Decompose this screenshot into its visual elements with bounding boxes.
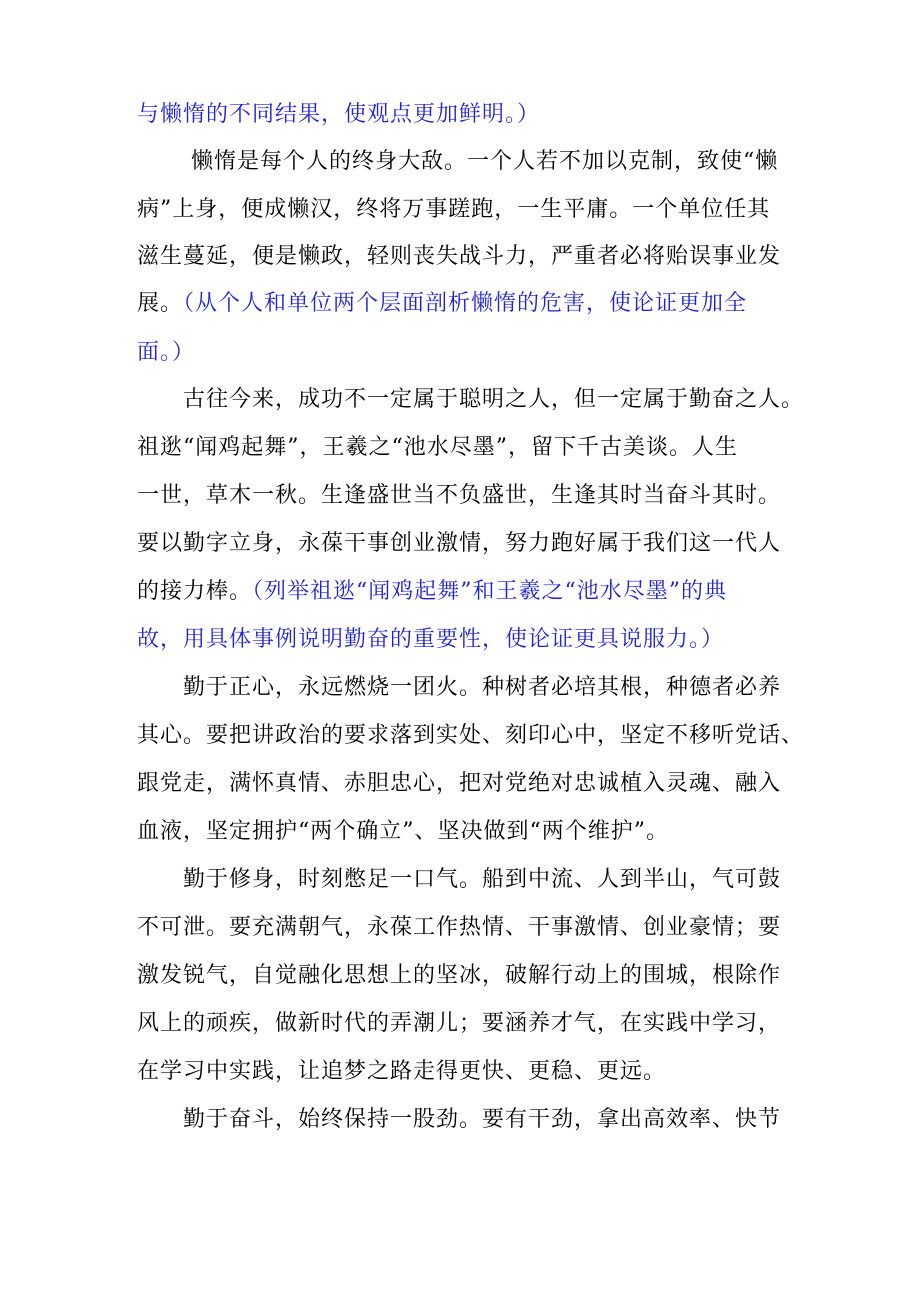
text-line (137, 1105, 781, 1135)
body-text: 勤于正心，永远燃烧一团火。种树者必培其根，种德者必养 (137, 675, 782, 700)
text-line (137, 961, 781, 991)
body-text: 勤于修身，时刻憋足一口气。船到中流、人到半山，气可鼓 (137, 867, 782, 892)
body-text: 跟党走，满怀真情、赤胆忠心，把对党绝对忠诚植入灵魂、融入 (137, 771, 782, 796)
body-text: 滋生蔓延，便是懒政，轻则丧失战斗力，严重者必将贻误事业发 (137, 244, 782, 269)
body-text: 的接力棒。 (137, 579, 253, 604)
body-text: 懒惰是每个人的终身大敌。一个人若不加以克制，致使“懒 (137, 149, 779, 174)
text-line (137, 865, 781, 895)
body-text: 不可泄。要充满朝气，永葆工作热情、干事激情、创业豪情；要 (137, 915, 782, 940)
body-text: 祖逖“闻鸡起舞”，王羲之“池水尽墨”，留下千古美谈。人生 (137, 435, 738, 460)
text-line (137, 721, 804, 751)
text-line (137, 433, 738, 463)
text-line (137, 147, 778, 177)
body-text: 古往今来，成功不一定属于聪明之人，但一定属于勤奋之人。 (137, 387, 805, 412)
text-line (137, 100, 540, 130)
text-line (137, 242, 781, 272)
body-text: 血液，坚定拥护“两个确立”、坚决做到“两个维护”。 (137, 819, 669, 844)
body-text: 其心。要把讲政治的要求落到实处、刻印心中，坚定不移听党话、 (137, 723, 805, 748)
text-line (137, 577, 727, 607)
body-text: 病”上身，便成懒汉，终将万事蹉跑，一生平庸。一个单位任其 (137, 197, 771, 222)
annotation-text: 故，用具体事例说明勤奋的重要性，使论证更具说服力。） (137, 627, 725, 652)
body-text: 展。 (137, 291, 184, 316)
text-line (137, 673, 781, 703)
body-text: 一世，草木一秋。生逢盛世当不负盛世，生逢其时当奋斗其时。 (137, 483, 782, 508)
text-line (137, 625, 724, 655)
text-line (137, 481, 781, 511)
annotation-text: 面。） (137, 340, 196, 365)
annotation-text: （列举祖逖“闻鸡起舞”和王羲之“池水尽墨”的典 (252, 579, 728, 604)
text-line (137, 817, 669, 847)
text-line (137, 1009, 781, 1039)
text-line (137, 1057, 666, 1087)
text-line (137, 289, 747, 319)
body-text: 在学习中实践，让追梦之路走得更快、更稳、更远。 (137, 1059, 667, 1084)
annotation-text: （从个人和单位两个层面剖析懒惰的危害，使论证更加全 (183, 291, 748, 316)
text-line (137, 913, 781, 943)
text-line (137, 769, 781, 799)
text-line (137, 529, 781, 559)
text-line (137, 385, 804, 415)
body-text: 激发锐气，自觉融化思想上的坚冰，破解行动上的围城，根除作 (137, 963, 782, 988)
annotation-text: 与懒惰的不同结果，使观点更加鲜明。） (137, 102, 541, 127)
body-text: 要以勤字立身，永葆干事创业激情，努力跑好属于我们这一代人 (137, 531, 782, 556)
body-text: 风上的顽疾，做新时代的弄潮儿；要涵养才气，在实践中学习， (137, 1011, 782, 1036)
text-line (137, 338, 195, 368)
text-line (137, 195, 770, 225)
body-text: 勤于奋斗，始终保持一股劲。要有干劲，拿出高效率、快节 (137, 1107, 782, 1132)
